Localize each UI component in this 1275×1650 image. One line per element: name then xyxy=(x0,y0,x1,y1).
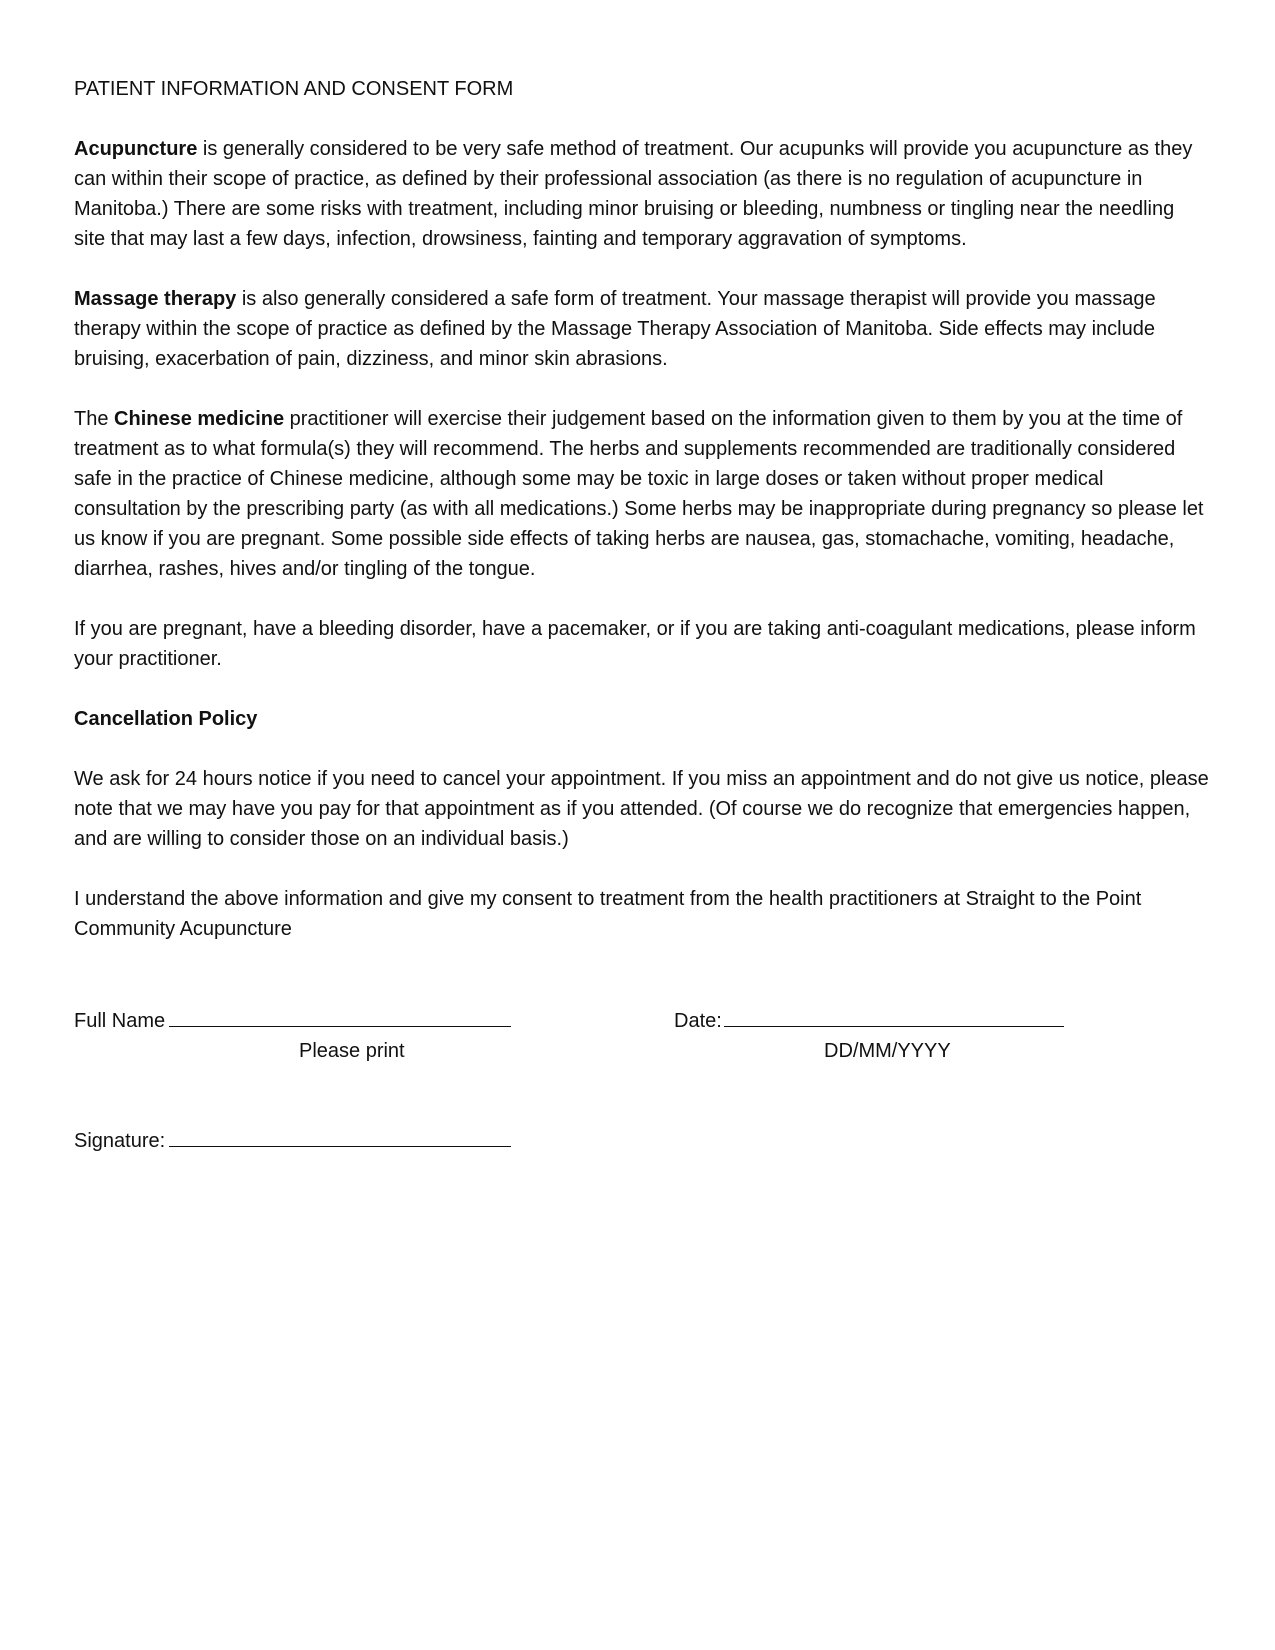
cancellation-text: We ask for 24 hours notice if you need to cancel your appointment. If you miss an appointment and do not give us notice, please note that we may have you pay for that appointment as if you attended. (Of course we do recognize that emergencies happen, and are willing to consider those on an individual basis.) xyxy=(74,768,1209,850)
full-name-hint: Please print xyxy=(299,1040,405,1062)
chinese-medicine-text: practitioner will exercise their judgement based on the information given to them by you at the time of treatment as to what formula(s) they will recommend. The herbs and supplements recommended are traditionally considered safe in the practice of Chinese medicine, although some may be toxic in large doses or taken without proper medical consultation by the prescribing party (as with all medications.) Some herbs may be inappropriate during pregnancy so please let us know if you are pregnant. Some possible side effects of taking herbs are nausea, gas, stomachache, vomiting, headache, diarrhea, rashes, hives and/or tingling of the tongue. xyxy=(74,408,1204,580)
signature-label: Signature: xyxy=(74,1130,166,1152)
massage-text: is also generally considered a safe form of treatment. Your massage therapist will provide you massage therapy within the scope of practice as defined by the Massage Therapy Association of Manitoba. Side effects may include bruising, exacerbation of pain, dizziness, and minor skin abrasions. xyxy=(74,288,1156,370)
chinese-medicine-prefix: The xyxy=(74,408,115,430)
cancellation-heading: Cancellation Policy xyxy=(74,708,258,730)
signature-line[interactable] xyxy=(169,1126,511,1147)
signature-row xyxy=(74,1126,1209,1156)
form-body xyxy=(74,74,1209,974)
form-title: PATIENT INFORMATION AND CONSENT FORM xyxy=(74,78,514,100)
date-field[interactable] xyxy=(674,1006,1064,1036)
acupuncture-paragraph xyxy=(74,134,1209,254)
full-name-label: Full Name xyxy=(74,1010,166,1032)
chinese-medicine-paragraph xyxy=(74,404,1209,584)
pregnancy-note: If you are pregnant, have a bleeding disorder, have a pacemaker, or if you are taking anti-coagulant medications, please inform your practitioner. xyxy=(74,618,1196,670)
date-format-hint: DD/MM/YYYY xyxy=(824,1040,951,1062)
name-date-row xyxy=(74,1006,1209,1036)
acupuncture-text: is generally considered to be very safe method of treatment. Our acupunks will provide you acupuncture as they can within their scope of practice, as defined by their professional association (as there is no regulation of acupuncture in Manitoba.) There are some risks with treatment, including minor bruising or bleeding, numbness or tingling near the needling site that may last a few days, infection, drowsiness, fainting and temporary aggravation of symptoms. xyxy=(74,138,1193,250)
signature-field[interactable] xyxy=(74,1126,511,1156)
massage-paragraph xyxy=(74,284,1209,374)
massage-term: Massage therapy xyxy=(74,288,237,310)
full-name-field[interactable] xyxy=(74,1006,511,1036)
date-label: Date: xyxy=(674,1010,722,1032)
chinese-medicine-term: Chinese medicine xyxy=(114,408,285,430)
consent-statement: I understand the above information and give my consent to treatment from the health practitioners at Straight to the Point Community Acupuncture xyxy=(74,888,1142,940)
date-line[interactable] xyxy=(724,1006,1064,1027)
full-name-line[interactable] xyxy=(169,1006,511,1027)
acupuncture-term: Acupuncture xyxy=(74,138,198,160)
signature-fields xyxy=(74,1006,1209,1156)
hint-row xyxy=(74,1036,1209,1066)
